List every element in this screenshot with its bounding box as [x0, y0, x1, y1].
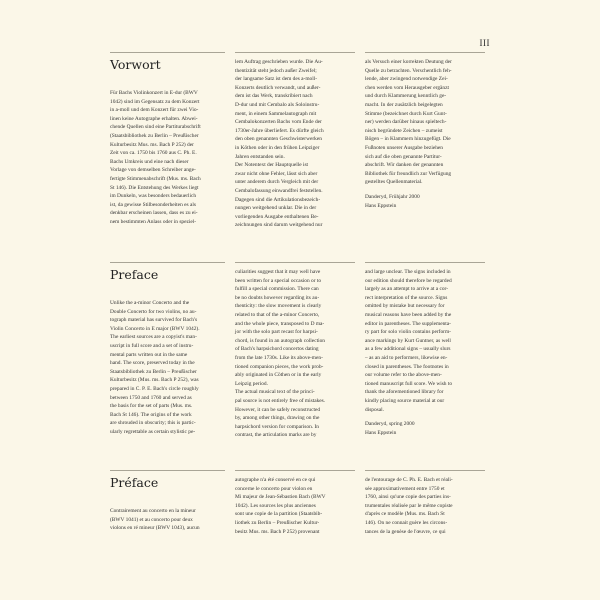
signature-block: [365, 420, 483, 437]
paragraph: als Versuch einer korrekten Deutung der Quelle zu betrachten. Verschentlich feh- lende, aber zwingend notwendige Zei- chen werden vom Herausgeber ergänzt und durch Klammerung kenntlich ge- macht. In der zusätzlich beigelegten Stimme (bezeichnet durch Kurt Gunt- ner) werden darüber hinaus spieltech- nisch begründete Zeichen – zumeist Bögen – in Klammern hinzugefügt. Die Fußnoten unserer Ausgabe beziehen sich auf die oben genannte Partitur- abschrift. Wir danken der genannten Bibliothek für freundlich zur Verfügung gestelltes Quellenmaterial.: [365, 59, 452, 186]
signature-place-date: Danderyd, spring 2000: [365, 421, 415, 428]
section-rule: [365, 470, 485, 471]
section-rule: [235, 52, 355, 53]
text-column-1: [110, 299, 225, 437]
text-column-3: [365, 268, 483, 437]
signature-block: [365, 193, 483, 210]
section-rule: [235, 470, 355, 471]
section-rule: [110, 52, 225, 53]
section-title: Préface: [110, 475, 159, 490]
signature-name: Hans Eppstein: [365, 202, 397, 209]
text-column-2: [235, 58, 353, 230]
text-column-3: [365, 58, 483, 210]
signature-name: Hans Eppstein: [365, 429, 397, 436]
paragraph: and large unclear. The signs included in our edition should therefore be regarded largely as an attempt to arrive at a cor- rect interpretation of the source. Signs omitted by mistake but necessary for musical reasons have been added by the editor in parentheses. The supplementa- ry part for solo violin contains perform- ance markings by Kurt Guntner, as well as a few additional signs – usually slurs – as an aid to performers, likewise en- closed in parentheses. The footnotes in our volume refer to the above-men- tioned manuscript full score. We wish to thank the aforementioned library for kindly placing source material at our disposal.: [365, 269, 453, 413]
paragraph: culiarities suggest that it may well have been written for a special occasion or to fulfill a special commission. There can be no doubts however regarding its au- thenticity: the slow movement is clearly related to that of the a-minor Concerto, and the whole piece, transposed to D ma- jor with the solo part recast for harpsi- chord, is found in an autograph collection of Bach's harpsichord concertos dating from the late 1730s. Like its above-men- tioned companion pieces, the work prob- ably originated in Cöthen or in the early Leipzig period. The actual musical text of the princi- pal source is not entirely free of mistakes. However, it can be safely reconstructed by, among other things, drawing on the harpsichord version for comparison. In contrast, the articulation marks are by: [235, 269, 326, 439]
section-title: Vorwort: [110, 57, 161, 72]
text-column-1: [110, 89, 225, 227]
section-rule: [365, 52, 485, 53]
paragraph: de l'entourage de C. Ph. E. Bach et réali- sée approximativement entre 1750 et 1760, ainsi qu'une copie des parties ins- trumentales réalisée par le même copiste d'après ce modèle (Mus. ms. Bach St 146). On ne connait guère les circons- tances de la genèse de l'œuvre, ce qui: [365, 477, 453, 535]
section-title: Preface: [110, 267, 159, 282]
text-column-3: [365, 476, 483, 536]
paragraph: Unlike the a-minor Concerto and the Double Concerto for two violins, no au- tograph material has survived for Bach's Violin Concerto in E major (BWV 1042). The earliest sources are a copyist's man- uscript in full score and a set of instru- mental parts written out in the same hand. The score, preserved today in the Staatsbibliothek zu Berlin – Preußischer Kulturbesitz (Mus. ms. Bach P 252), was prepared in C. P. E. Bach's circle roughly between 1750 and 1760 and served as the basis for the set of parts (Mus. ms. Bach St 146). The origins of the work are shrouded in obscurity; this is partic- ularly regrettable as certain stylistic pe-: [110, 300, 200, 435]
paragraph: Contrairement au concerto en la mineur (BWV 1041) et au concerto pour deux violons en ré mineur (BWV 1043), aucun: [110, 508, 200, 532]
paragraph: lem Auftrag geschrieben wurde. Die Au- thentizität steht jedoch außer Zweifel; der langsame Satz ist dem des a-moll- Konzerts deutlich verwandt, und außer- dem ist das Werk, transkribiert nach D-dur und mit Cembalo als Soloinstru- ment, in einem Sammelautograph mit Cembalokonzerten Bachs vom Ende der 1730er-Jahre überliefert. Es dürfte gleich den oben genannten Geschwisterwerken in Köthen oder in den frühen Leipziger Jahren entstanden sein. Der Notentext der Hauptquelle ist zwar nicht ohne Fehler, lässt sich aber unter anderem durch Vergleich mit der Cembalofassung einwandfrei feststellen. Dagegen sind die Artikulationsbezeich- nungen weitgehend unklar. Die in der vorliegenden Ausgabe enthaltenen Be- zeichnungen sind darum weitgehend nur: [235, 59, 324, 229]
paragraph: Für Bachs Violinkonzert in E-dur (BWV 1042) sind im Gegensatz zu dem Konzert in a-moll und dem Konzert für zwei Vio- linen keine Autographe erhalten. Abwei- chende Quellen sind eine Partiturabschrift (Staatsbibliothek zu Berlin – Preußischer Kulturbesitz Mus. ms. Bach P 252) der Zeit von ca. 1750 bis 1760 aus C. Ph. E. Bachs Umkreis und eine nach dieser Vorlage von demselben Schreiber ange- fertigte Stimmenabschrift (Mus. ms. Bach St 146). Die Entstehung des Werkes liegt im Dunkeln, was besonders bedauerlich ist, da gewisse Stilbesonderheiten es als denkbar erscheinen lassen, dass es zu ei- nem bestimmten Anlass oder in speziel-: [110, 90, 201, 225]
text-column-1: [110, 507, 225, 533]
section-rule: [110, 470, 225, 471]
page-number: III: [479, 38, 490, 48]
section-rule: [365, 262, 485, 263]
paragraph: autographe n'a été conservé en ce qui concerne le concerto pour violon en Mi majeur de Jean-Sébastien Bach (BWV 1042). Les sources les plus anciennes sont une copie de la partition (Staatsbib- liothek zu Berlin – Preußischer Kultur- besitz Mus. ms. Bach P 252) provenant: [235, 477, 326, 535]
section-rule: [110, 262, 225, 263]
text-column-2: [235, 476, 353, 536]
signature-place-date: Danderyd, Frühjahr 2000: [365, 193, 420, 200]
section-rule: [235, 262, 355, 263]
text-column-2: [235, 268, 353, 440]
